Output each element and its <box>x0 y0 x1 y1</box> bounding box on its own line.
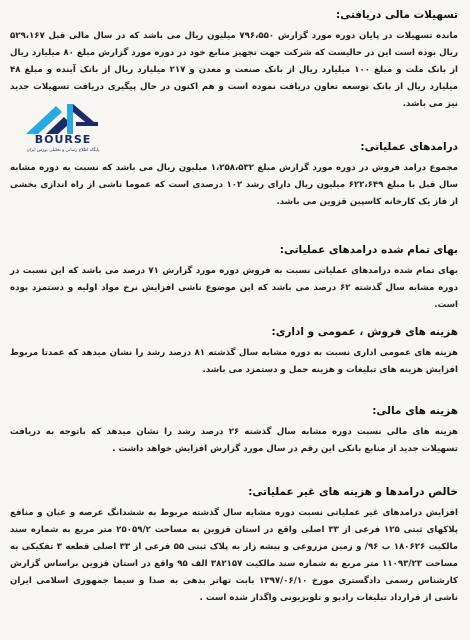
section-paragraph: بهای تمام شده درامدهای عملیاتی نسبت به فروش دوره مورد گزارش ۷۱ درصد می باشد که این نسبت در دوره مشابه سال گذشته ۶۲ درصد می باشد که این موضوع ناشی افزایش نرخ مواد اولیه و دستمزد بوده است. <box>10 266 458 310</box>
bourse-logo <box>12 100 112 162</box>
section-cost-of-revenue <box>10 243 458 314</box>
section-received-loans <box>10 8 458 113</box>
section-paragraph: مجموع درامد فروش در دوره مورد گزارش مبلغ ۱،۲۵۸،۵۳۲ میلیون ریال می باشد که نسبت به دوره مشابه سال قبل با مبلغ ۶۲۲،۶۴۹ میلیون ریال دارای رشد ۱۰۲ درصدی است که عموما ناشی از راه اندازی بخشی از فاز یک کارخانه کاسپین قزوین می باشد. <box>10 163 458 207</box>
section-non-operating <box>10 485 458 607</box>
section-paragraph: هزینه های عمومی اداری نسبت به دوره مشابه سال گذشته ۸۱ درصد رشد را نشان میدهد که عمدتا مربوط افزایش هزینه های تبلیغات و هزینه حمل و دستمزد می باشد. <box>10 348 458 375</box>
section-financial-expenses <box>10 404 458 458</box>
bourse-logo-mark <box>12 100 112 136</box>
section-paragraph: هزینه های مالی نسبت دوره مشابه سال گذشته ۲۶ درصد رشد را نشان میدهد که باتوجه به دریافت تسهیلات جدید از منابع بانکی این رقم در سال مورد گزارش افزایش خواهد داشت . <box>10 427 458 454</box>
section-sga-expenses <box>10 325 458 379</box>
section-paragraph: افزایش درامدهای غیر عملیاتی نسبت دوره مشابه سال گذشته مربوط به ششدانگ عرصه و عیان و منافع پلاکهای ثبتی ۱۲۵ فرعی از ۳۳ اصلی واقع در استان قزوین به مساحت ۲۵۰۵۹/۲ متر مربع به شماره سند مالکیت ۱۸۰۶۲۶ ب ۹۶/ و زمین مزروعی و بیشه زار به پلاک ثبتی ۵۵ فرعی از ۳۳ اصلی قطعه ۳ تفکیکی به مساحت ۱۱۰۹۳/۲۳ متر مربع به شماره سند مالکیت ۳۸۲۱۵۷ الف ۹۵ واقع در استان قزوین براساس گزارش کارشناس رسمی دادگستری مورخ ۱۳۹۷/۰۶/۱۰ بابت تهاتر بدهی به صدا و سیما جمهوری اسلامی ایران ناشی از قرارداد تبلیغات رادیو و تلویزیونی واگذار شده است . <box>10 508 458 603</box>
section-heading: خالص درامدها و هزینه های غیر عملیاتی: <box>248 486 458 498</box>
section-heading: بهای تمام شده درامدهای عملیاتی: <box>279 244 458 256</box>
section-heading: هزینه های فروش ، عمومی و اداری: <box>271 326 458 338</box>
section-heading: هزینه های مالی: <box>372 405 458 417</box>
logo-wordmark: BOURSE <box>34 133 92 146</box>
logo-tagline: پایگاه اطلاع رسانی و تحلیلی بورس ایران <box>26 148 100 153</box>
section-paragraph: مانده تسهیلات در پایان دوره مورد گزارش ۷۹۶،۵۵۰ میلیون ریال می باشد که در سال مالی قبل ۵۲۹،۱۶۷ ریال بوده است این در حالیست که شرکت جهت تجهیز منابع خود در دوره مورد گزارش مبلغ ۸۰ میلیارد ریال از بانک ملت و مبلغ ۱۰۰ میلیارد ریال از بانک صنعت و معدن و ۲۱۷ میلیارد ریال از بانک آینده و مبلغ ۴۸ میلیارد ریال از بانک توسعه تعاون دریافت نموده است و هم اکنون در حال پیگیری دریافت تسهیلات جدید نیز می باشد. <box>10 31 458 109</box>
section-heading: درامدهای عملیاتی: <box>360 141 458 153</box>
section-heading: تسهیلات مالی دریافتی: <box>336 9 458 21</box>
